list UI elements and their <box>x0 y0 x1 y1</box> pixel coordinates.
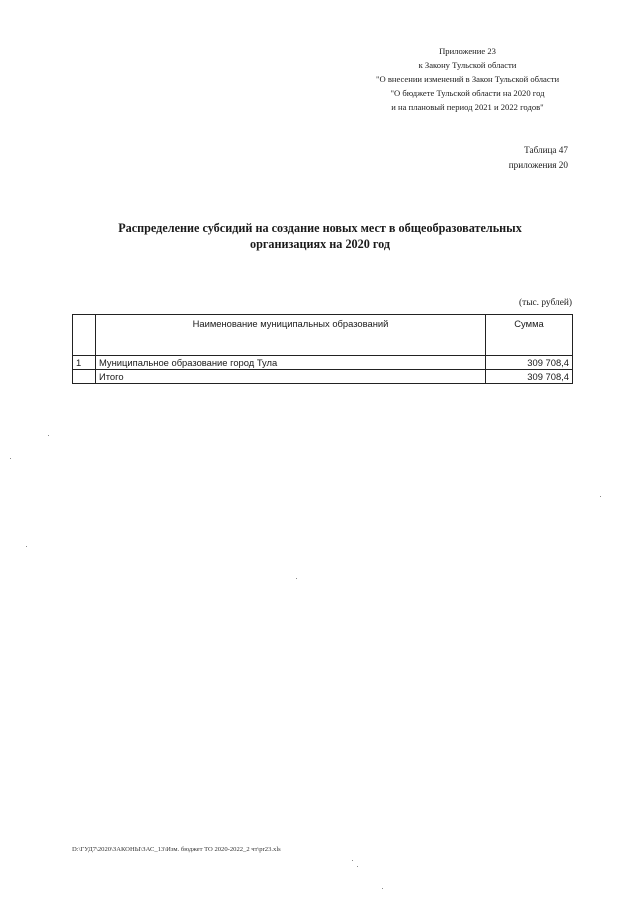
scan-speck <box>26 546 27 547</box>
header-name: Наименование муниципальных образований <box>96 315 486 356</box>
title-line-2: организациях на 2020 год <box>249 237 391 251</box>
scan-speck <box>600 496 601 497</box>
scan-speck <box>10 458 11 459</box>
appendix-line: к Закону Тульской области <box>418 60 517 70</box>
appendix-number: приложения 20 <box>508 160 568 170</box>
scan-speck <box>352 860 353 861</box>
table-number: Таблица 47 <box>524 145 568 155</box>
row-num <box>73 370 96 384</box>
row-name: Итого <box>96 370 486 384</box>
document-title <box>90 220 550 252</box>
file-path-footer: D:\ГУД7\2020\ЗАКОНЫ\ЗАС_13\Изм. бюджет ТО 2020-2022_2 чт\pr23.xls <box>72 846 281 853</box>
table-reference <box>509 143 568 173</box>
header-num <box>73 315 96 356</box>
appendix-header <box>360 44 575 114</box>
appendix-line: "О бюджете Тульской области на 2020 год <box>390 88 545 98</box>
scan-speck <box>296 578 297 579</box>
table-row <box>73 356 573 370</box>
row-sum: 309 708,4 <box>486 370 573 384</box>
table-header-row <box>73 315 573 356</box>
units-label: (тыс. рублей) <box>518 298 572 308</box>
scan-speck <box>357 866 358 867</box>
appendix-line: "О внесении изменений в Закон Тульской области <box>375 74 560 84</box>
row-sum: 309 708,4 <box>486 356 573 370</box>
scan-speck <box>382 888 383 889</box>
title-line-1: Распределение субсидий на создание новых мест в общеобразовательных <box>118 221 522 235</box>
subsidy-table <box>72 314 573 384</box>
header-sum: Сумма <box>486 315 573 356</box>
row-name: Муниципальное образование город Тула <box>96 356 486 370</box>
row-num: 1 <box>73 356 96 370</box>
table-row-total <box>73 370 573 384</box>
appendix-line: и на плановый период 2021 и 2022 годов" <box>391 102 544 112</box>
scan-speck <box>48 435 49 436</box>
appendix-line: Приложение 23 <box>439 46 496 56</box>
